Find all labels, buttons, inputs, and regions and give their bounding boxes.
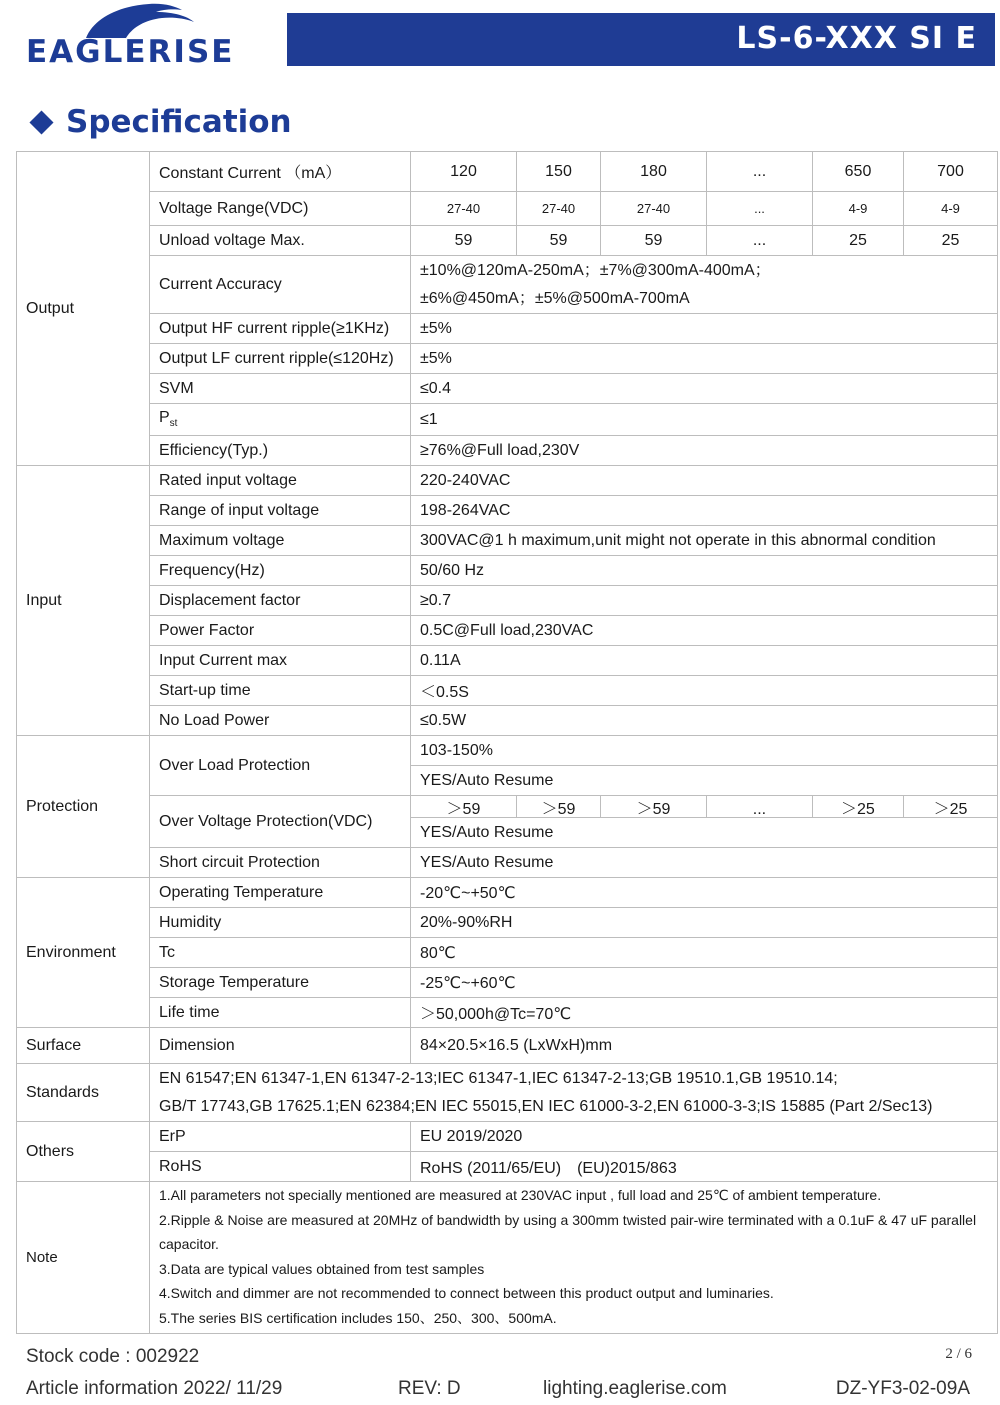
note-item: 1.All parameters not specially mentioned are measured at 230VAC input , full load and 25℃ of ambient temperature. — [159, 1187, 882, 1203]
table-cell: 50/60 Hz — [411, 556, 998, 586]
table-cell: 150 — [517, 152, 601, 192]
row-label: Output HF current ripple(≥1KHz) — [150, 314, 411, 344]
table-row — [17, 998, 998, 1028]
row-label: Short circuit Protection — [150, 848, 411, 878]
table-cell: ≥0.7 — [411, 586, 998, 616]
section-heading — [30, 104, 292, 140]
table-row — [17, 616, 998, 646]
row-label: Range of input voltage — [150, 496, 411, 526]
category-surface: Surface — [17, 1028, 150, 1064]
table-row — [17, 466, 998, 496]
table-cell: 59 — [601, 226, 707, 256]
table-row — [17, 344, 998, 374]
category-input: Input — [17, 466, 150, 736]
row-label: No Load Power — [150, 706, 411, 736]
note-item: 5.The series BIS certification includes 150、250、300、500mA. — [159, 1309, 557, 1326]
model-title: LS-6-XXX SI E — [736, 21, 977, 56]
document-code: DZ-YF3-02-09A — [835, 1378, 970, 1399]
table-cell: ＜0.5S — [411, 676, 998, 706]
category-others: Others — [17, 1122, 150, 1182]
table-row — [17, 1064, 998, 1122]
category-protection: Protection — [17, 736, 150, 878]
accuracy-line-2: ±6%@450mA；±5%@500mA-700mA — [420, 289, 690, 307]
category-environment: Environment — [17, 878, 150, 1028]
notes-cell — [150, 1182, 998, 1334]
row-label: ErP — [150, 1122, 411, 1152]
table-row — [17, 796, 998, 818]
table-row — [17, 1182, 998, 1334]
row-label — [150, 404, 411, 436]
row-label: Operating Temperature — [150, 878, 411, 908]
page-number: 2 / 6 — [945, 1346, 972, 1362]
ovp-value: ＞59 — [411, 796, 517, 817]
table-cell: 27-40 — [411, 192, 517, 226]
table-row — [17, 968, 998, 998]
table-cell: 80℃ — [411, 938, 998, 968]
row-label: RoHS — [150, 1152, 411, 1182]
table-cell: 25 — [904, 226, 998, 256]
table-cell: 180 — [601, 152, 707, 192]
stock-code: Stock code : 002922 — [26, 1346, 200, 1367]
row-label: Over Load Protection — [150, 736, 411, 796]
table-row — [17, 1122, 998, 1152]
table-row — [17, 646, 998, 676]
ovp-value: ＞59 — [601, 796, 707, 817]
table-cell: ≥76%@Full load,230V — [411, 436, 998, 466]
table-cell: ≤0.4 — [411, 374, 998, 404]
table-row — [17, 908, 998, 938]
table-cell: 0.5C@Full load,230VAC — [411, 616, 998, 646]
row-label: Humidity — [150, 908, 411, 938]
table-cell: 300VAC@1 h maximum,unit might not operate in this abnormal condition — [411, 526, 998, 556]
table-cell: 0.11A — [411, 646, 998, 676]
table-cell: 4-9 — [813, 192, 904, 226]
table-row — [17, 1152, 998, 1182]
row-label: Dimension — [150, 1028, 411, 1064]
row-label: Storage Temperature — [150, 968, 411, 998]
table-cell: 20%-90%RH — [411, 908, 998, 938]
diamond-bullet-icon — [29, 110, 53, 134]
row-label: Voltage Range(VDC) — [150, 192, 411, 226]
table-row — [17, 404, 998, 436]
table-cell: YES/Auto Resume — [411, 848, 998, 878]
table-row — [17, 496, 998, 526]
article-info: Article information 2022/ 11/29 — [26, 1378, 283, 1399]
table-cell: 27-40 — [517, 192, 601, 226]
table-cell — [411, 796, 998, 818]
table-cell: 25 — [813, 226, 904, 256]
note-item: 2.Ripple & Noise are measured at 20MHz of bandwidth by using a 300mm twisted pair-wire terminated with a 0.1uF & 47 uF parallel capacitor. — [159, 1211, 977, 1253]
ovp-value: ＞25 — [933, 801, 968, 817]
table-cell: 700 — [904, 152, 998, 192]
row-label: Power Factor — [150, 616, 411, 646]
row-label: Constant Current （mA） — [150, 152, 411, 192]
row-label: Unload voltage Max. — [150, 226, 411, 256]
table-cell: 120 — [411, 152, 517, 192]
row-label: Efficiency(Typ.) — [150, 436, 411, 466]
table-row — [17, 192, 998, 226]
logo-wordmark: EAGLERISE — [26, 34, 235, 70]
table-cell: 27-40 — [601, 192, 707, 226]
spec-table — [16, 151, 998, 1334]
row-label: Rated input voltage — [150, 466, 411, 496]
accuracy-line-1: ±10%@120mA-250mA；±7%@300mA-400mA； — [420, 261, 771, 279]
section-title: Specification — [66, 104, 292, 140]
ovp-value: ＞25 — [813, 796, 904, 817]
row-label: Current Accuracy — [150, 256, 411, 314]
header-banner — [287, 13, 995, 66]
table-cell: ±5% — [411, 314, 998, 344]
standards-line-1: EN 61547;EN 61347-1,EN 61347-2-13;IEC 61347-1,IEC 61347-2-13;GB 19510.1,GB 19510.14; — [159, 1069, 838, 1087]
category-note: Note — [17, 1182, 150, 1334]
table-cell: ... — [707, 152, 813, 192]
note-item: 4.Switch and dimmer are not recommended to connect between this product output and luminaries. — [159, 1285, 774, 1302]
table-row — [17, 938, 998, 968]
table-cell: 103-150% — [411, 736, 998, 766]
table-row — [17, 152, 998, 192]
pst-main: P — [159, 409, 170, 427]
company-logo — [24, 0, 234, 72]
table-cell: 59 — [517, 226, 601, 256]
table-cell: ... — [707, 226, 813, 256]
table-cell: 4-9 — [904, 192, 998, 226]
ovp-value: ＞59 — [517, 796, 601, 817]
table-cell: ≤0.5W — [411, 706, 998, 736]
standards-line-2: GB/T 17743,GB 17625.1;EN 62384;EN IEC 55015,EN IEC 61000-3-2,EN 61000-3-3;IS 15885 (Part 2/Sec13) — [159, 1097, 933, 1115]
table-cell: 220-240VAC — [411, 466, 998, 496]
row-label: Input Current max — [150, 646, 411, 676]
note-item: 3.Data are typical values obtained from test samples — [159, 1260, 485, 1277]
row-label: Over Voltage Protection(VDC) — [150, 796, 411, 848]
row-label: SVM — [150, 374, 411, 404]
website-link[interactable]: lighting.eaglerise.com — [543, 1378, 727, 1399]
row-label: Start-up time — [150, 676, 411, 706]
table-cell: YES/Auto Resume — [411, 766, 998, 796]
table-row — [17, 256, 998, 314]
table-row — [17, 848, 998, 878]
row-label: Frequency(Hz) — [150, 556, 411, 586]
table-row — [17, 706, 998, 736]
row-label: Displacement factor — [150, 586, 411, 616]
table-row — [17, 676, 998, 706]
table-cell: EU 2019/2020 — [411, 1122, 998, 1152]
category-output: Output — [17, 152, 150, 466]
table-cell: ＞50,000h@Tc=70℃ — [411, 998, 998, 1028]
table-row — [17, 1028, 998, 1064]
table-cell: -20℃~+50℃ — [411, 878, 998, 908]
table-cell: ±5% — [411, 344, 998, 374]
row-label: Tc — [150, 938, 411, 968]
table-cell: YES/Auto Resume — [411, 818, 998, 848]
table-row — [17, 314, 998, 344]
table-cell: 650 — [813, 152, 904, 192]
row-label: Maximum voltage — [150, 526, 411, 556]
row-label: Life time — [150, 998, 411, 1028]
table-row — [17, 878, 998, 908]
table-cell: 59 — [411, 226, 517, 256]
pst-sub: st — [169, 418, 178, 430]
table-row — [17, 736, 998, 766]
category-standards: Standards — [17, 1064, 150, 1122]
table-row — [17, 226, 998, 256]
table-cell: ≤1 — [411, 404, 998, 436]
table-row — [17, 436, 998, 466]
table-row — [17, 526, 998, 556]
table-cell — [150, 1064, 998, 1122]
table-cell: 198-264VAC — [411, 496, 998, 526]
table-row — [17, 374, 998, 404]
ovp-value: ... — [707, 796, 813, 817]
table-cell — [411, 256, 998, 314]
table-cell: -25℃~+60℃ — [411, 968, 998, 998]
row-label: Output LF current ripple(≤120Hz) — [150, 344, 411, 374]
table-cell: ... — [707, 192, 813, 226]
table-row — [17, 556, 998, 586]
revision: REV: D — [398, 1378, 461, 1399]
table-cell: RoHS (2011/65/EU) (EU)2015/863 — [411, 1152, 998, 1182]
table-row — [17, 586, 998, 616]
table-cell: 84×20.5×16.5 (LxWxH)mm — [411, 1028, 998, 1064]
